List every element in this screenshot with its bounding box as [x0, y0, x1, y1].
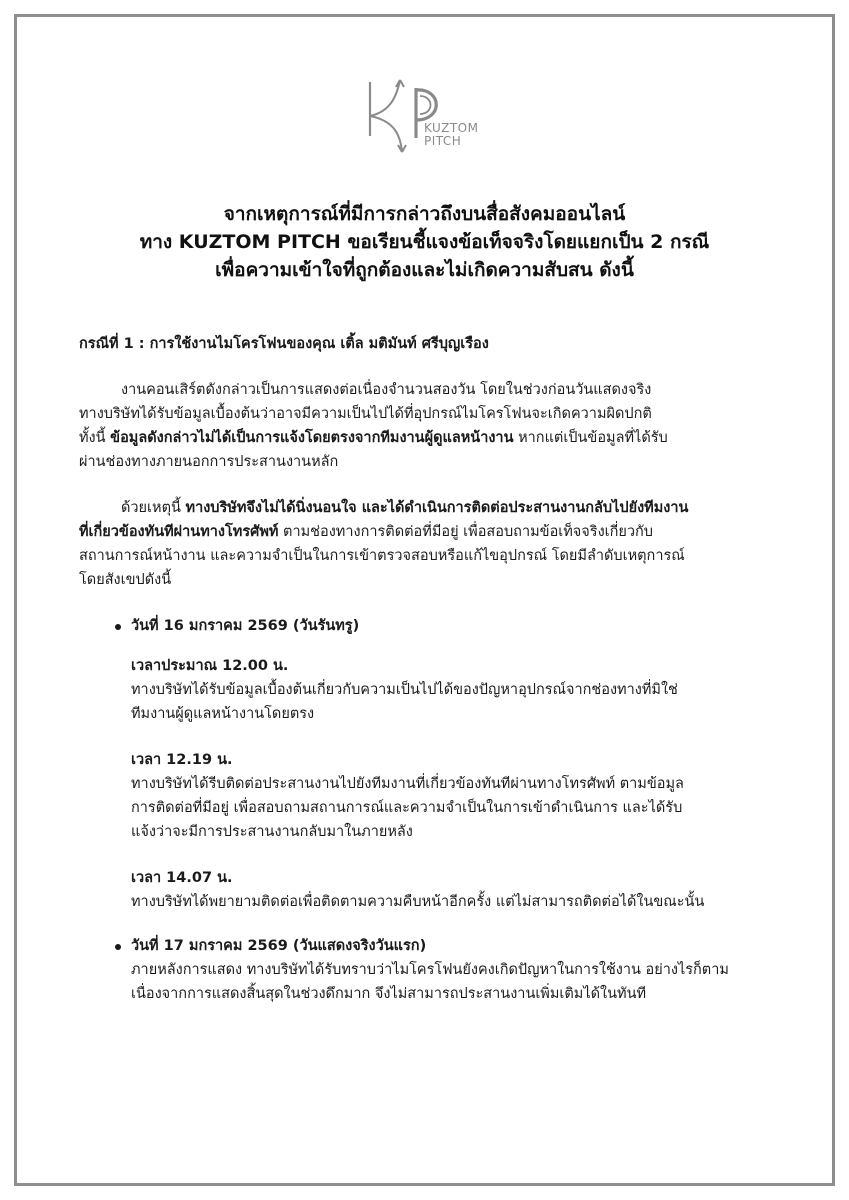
paragraph-2-line-2-bold: ที่เกี่ยวข้องทันทีผ่านทางโทรศัพท์ [79, 524, 279, 540]
timeline-day-1 [79, 614, 779, 914]
entry-time: เวลาประมาณ 12.00 น. [131, 658, 289, 674]
entry-time: เวลา 14.07 น. [131, 870, 233, 886]
logo-brand-line2: PITCH [424, 134, 462, 148]
bullet-icon [115, 624, 121, 630]
paragraph-2-line-1-bold: ทางบริษัทจึงไม่ได้นิ่งนอนใจ และได้ดำเนินการติดต่อประสานงานกลับไปยังทีมงาน [185, 500, 689, 516]
entry-line-1: ทางบริษัทได้พยายามติดต่อเพื่อติดตามความคืบหน้าอีกครั้ง แต่ไม่สามารถติดต่อได้ในขณะนั้น [131, 894, 705, 910]
title-line-1: จากเหตุการณ์ที่มีการกล่าวถึงบนสื่อสังคมออนไลน์ [223, 203, 626, 225]
paragraph-2-line-2-c: ตามช่องทางการติดต่อที่มีอยู่ เพื่อสอบถามข้อเท็จจริงเกี่ยวกับ [278, 524, 654, 540]
timeline-day-2 [79, 934, 779, 1006]
paragraph-2-line-3: สถานการณ์หน้างาน และความจำเป็นในการเข้าตรวจสอบหรือแก้ไขอุปกรณ์ โดยมีลำดับเหตุการณ์ [79, 548, 685, 564]
title-line-3: เพื่อความเข้าใจที่ถูกต้องและไม่เกิดความสับสน ดังนี้ [215, 259, 634, 281]
paragraph-1-line-4: ผ่านช่องทางภายนอกการประสานงานหลัก [79, 454, 339, 470]
logo-brand-line1: KUZTOM [424, 121, 479, 135]
paragraph-2-line-4: โดยสังเขปดังนี้ [79, 572, 172, 588]
day-1-heading: วันที่ 16 มกราคม 2569 (วันรันทรู) [131, 618, 360, 634]
day-2-heading: วันที่ 17 มกราคม 2569 (วันแสดงจริงวันแรก) [131, 938, 427, 954]
paragraph-1-line-3-a: ทั้งนี้ [79, 430, 111, 446]
entry-line-2: การติดต่อที่มีอยู่ เพื่อสอบถามสถานการณ์และความจำเป็นในการเข้าดำเนินการ และได้รับ [131, 800, 683, 816]
kp-monogram-logo [360, 70, 490, 160]
day-2-line-2: เนื่องจากการแสดงสิ้นสุดในช่วงดึกมาก จึงไม่สามารถประสานงานเพิ่มเติมได้ในทันที [131, 986, 647, 1002]
entry-line-3: แจ้งว่าจะมีการประสานงานกลับมาในภายหลัง [131, 824, 413, 840]
entry-line-1: ทางบริษัทได้รับข้อมูลเบื้องต้นเกี่ยวกับความเป็นไปได้ของปัญหาอุปกรณ์จากช่องทางที่มิใช่ [131, 682, 678, 698]
paragraph-1-line-3-bold: ข้อมูลดังกล่าวไม่ได้เป็นการแจ้งโดยตรงจากทีมงานผู้ดูแลหน้างาน [110, 430, 514, 446]
day-2-line-1: ภายหลังการแสดง ทางบริษัทได้รับทราบว่าไมโครโฟนยังคงเกิดปัญหาในการใช้งาน อย่างไรก็ตาม [131, 962, 729, 978]
case-1-heading: กรณีที่ 1 : การใช้งานไมโครโฟนของคุณ เติ้ล มติมันท์ ศรีบุญเรือง [79, 336, 489, 352]
day-2-text [79, 958, 779, 1006]
timeline-entry [79, 748, 779, 844]
paragraph-2 [79, 496, 779, 592]
entry-time: เวลา 12.19 น. [131, 752, 233, 768]
entry-line-1: ทางบริษัทได้รีบติดต่อประสานงานไปยังทีมงานที่เกี่ยวข้องทันทีผ่านทางโทรศัพท์ ตามข้อมูล [131, 776, 684, 792]
paragraph-1-line-2: ทางบริษัทได้รับข้อมูลเบื้องต้นว่าอาจมีความเป็นไปได้ที่อุปกรณ์ไมโครโฟนจะเกิดความผิดปกติ [79, 406, 652, 422]
paragraph-1-line-1: งานคอนเสิร์ตดังกล่าวเป็นการแสดงต่อเนื่องจำนวนสองวัน โดยในช่วงก่อนวันแสดงจริง [121, 382, 652, 398]
paragraph-1 [79, 378, 779, 474]
paragraph-1-line-3-c: หากแต่เป็นข้อมูลที่ได้รับ [513, 430, 668, 446]
statement-body [79, 332, 779, 1026]
title-line-2: ทาง KUZTOM PITCH ขอเรียนชี้แจงข้อเท็จจริงโดยแยกเป็น 2 กรณี [139, 231, 710, 253]
paragraph-2-line-2 [79, 520, 779, 544]
entry-line-2: ทีมงานผู้ดูแลหน้างานโดยตรง [131, 706, 315, 722]
paragraph-2-line-1-a: ด้วยเหตุนี้ [121, 500, 186, 516]
paragraph-2-line-1 [79, 496, 779, 520]
statement-title [40, 200, 809, 284]
bullet-icon [115, 944, 121, 950]
timeline-entry [79, 866, 779, 914]
timeline-entry [79, 654, 779, 726]
paragraph-1-line-3 [79, 426, 779, 450]
